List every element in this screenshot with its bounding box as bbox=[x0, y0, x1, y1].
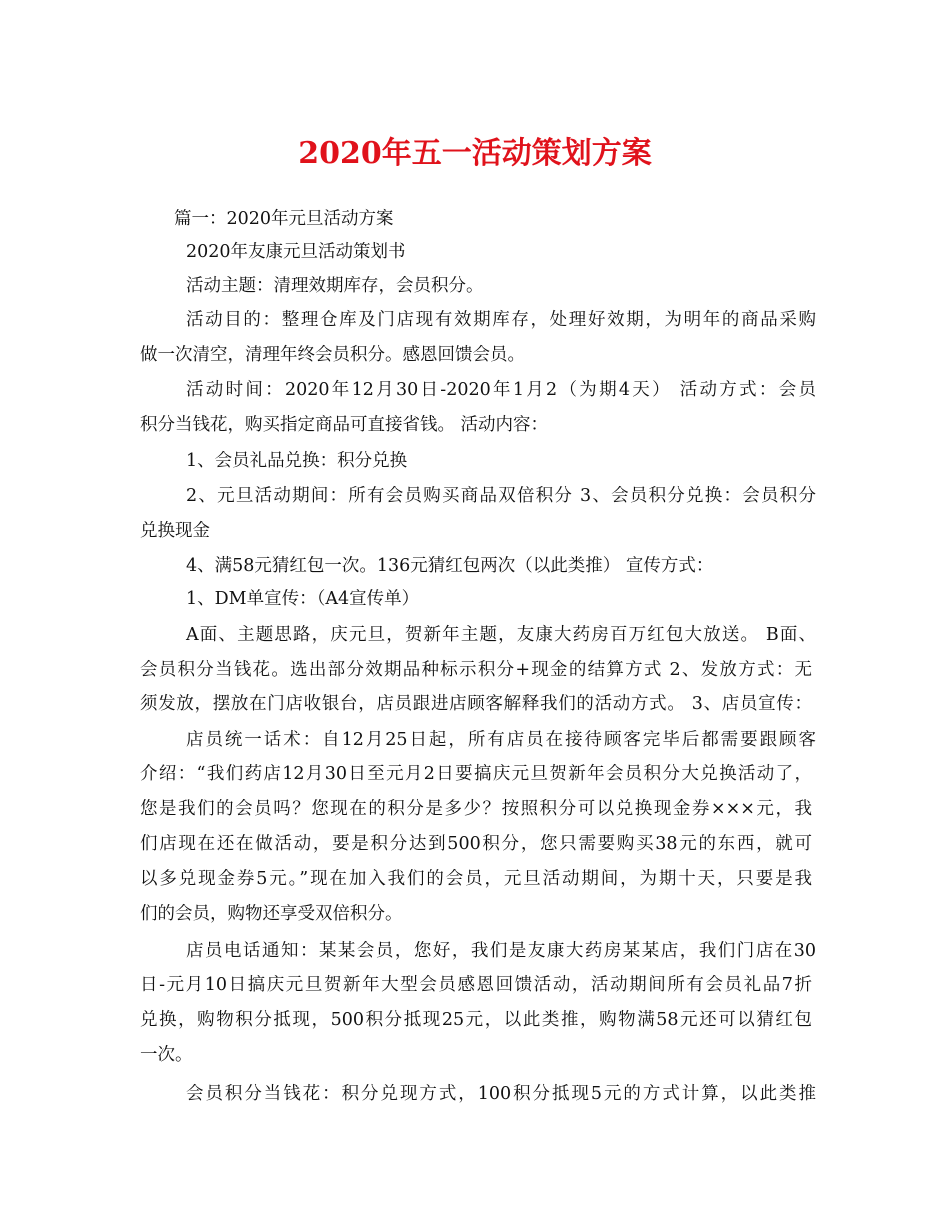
paragraph-line: A面、主题思路，庆元旦，贺新年主题，友康大药房百万红包大放送。 B面、 bbox=[186, 625, 816, 645]
paragraph-line: 介绍：“我们药店12月30日至元月2日要搞庆元旦贺新年会员积分大兑换活动了， bbox=[140, 764, 812, 784]
paragraph-line: 1、会员礼品兑换：积分兑换 bbox=[186, 451, 408, 471]
paragraph-line: 做一次清空，清理年终会员积分。感恩回馈会员。 bbox=[140, 345, 525, 365]
paragraph-line: 须发放，摆放在门店收银台，店员跟进店顾客解释我们的活动方式。 3、店员宣传： bbox=[140, 694, 812, 714]
paragraph-line: 们店现在还在做活动，要是积分达到500积分，您只需要购买38元的东西，就可 bbox=[140, 834, 812, 854]
paragraph-line: 活动主题：清理效期库存，会员积分。 bbox=[186, 276, 484, 296]
paragraph-line: 2、元旦活动期间：所有会员购买商品双倍积分 3、会员积分兑换：会员积分 bbox=[186, 486, 816, 506]
section-heading: 篇一：2020年元旦活动方案 bbox=[174, 209, 394, 229]
subtitle-line: 2020年友康元旦活动策划书 bbox=[186, 242, 406, 262]
paragraph-line: 们的会员，购物还享受双倍积分。 bbox=[140, 904, 403, 924]
paragraph-line: 您是我们的会员吗？您现在的积分是多少？按照积分可以兑换现金券×××元，我 bbox=[140, 799, 812, 819]
paragraph-line: 一次。 bbox=[140, 1045, 193, 1065]
paragraph-line: 店员统一话术：自12月25日起，所有店员在接待顾客完毕后都需要跟顾客 bbox=[186, 730, 816, 750]
paragraph-line: 日-元月10日搞庆元旦贺新年大型会员感恩回馈活动，活动期间所有会员礼品7折 bbox=[140, 975, 812, 995]
paragraph-line: 以多兑现金券5元。”现在加入我们的会员，元旦活动期间，为期十天，只要是我 bbox=[140, 869, 812, 889]
paragraph-line: 会员积分当钱花：积分兑现方式，100积分抵现5元的方式计算，以此类推 bbox=[186, 1084, 816, 1104]
paragraph-line: 兑换，购物积分抵现，500积分抵现25元，以此类推，购物满58元还可以猜红包 bbox=[140, 1010, 812, 1030]
paragraph-line: 活动目的：整理仓库及门店现有效期库存，处理好效期，为明年的商品采购 bbox=[186, 310, 816, 330]
document-title: 2020年五一活动策划方案 bbox=[298, 136, 652, 171]
paragraph-line: 积分当钱花，购买指定商品可直接省钱。 活动内容： bbox=[140, 415, 549, 435]
paragraph-line: 1、DM单宣传：（A4宣传单） bbox=[186, 589, 420, 609]
paragraph-line: 4、满58元猜红包一次。136元猜红包两次（以此类推） 宣传方式： bbox=[186, 556, 714, 576]
paragraph-line: 店员电话通知：某某会员，您好，我们是友康大药房某某店，我们门店在30 bbox=[186, 941, 816, 961]
paragraph-line: 兑换现金 bbox=[140, 521, 210, 541]
paragraph-line: 活动时间：2020年12月30日-2020年1月2（为期4天） 活动方式：会员 bbox=[186, 380, 816, 400]
paragraph-line: 会员积分当钱花。选出部分效期品种标示积分+现金的结算方式 2、发放方式：无 bbox=[140, 660, 812, 680]
